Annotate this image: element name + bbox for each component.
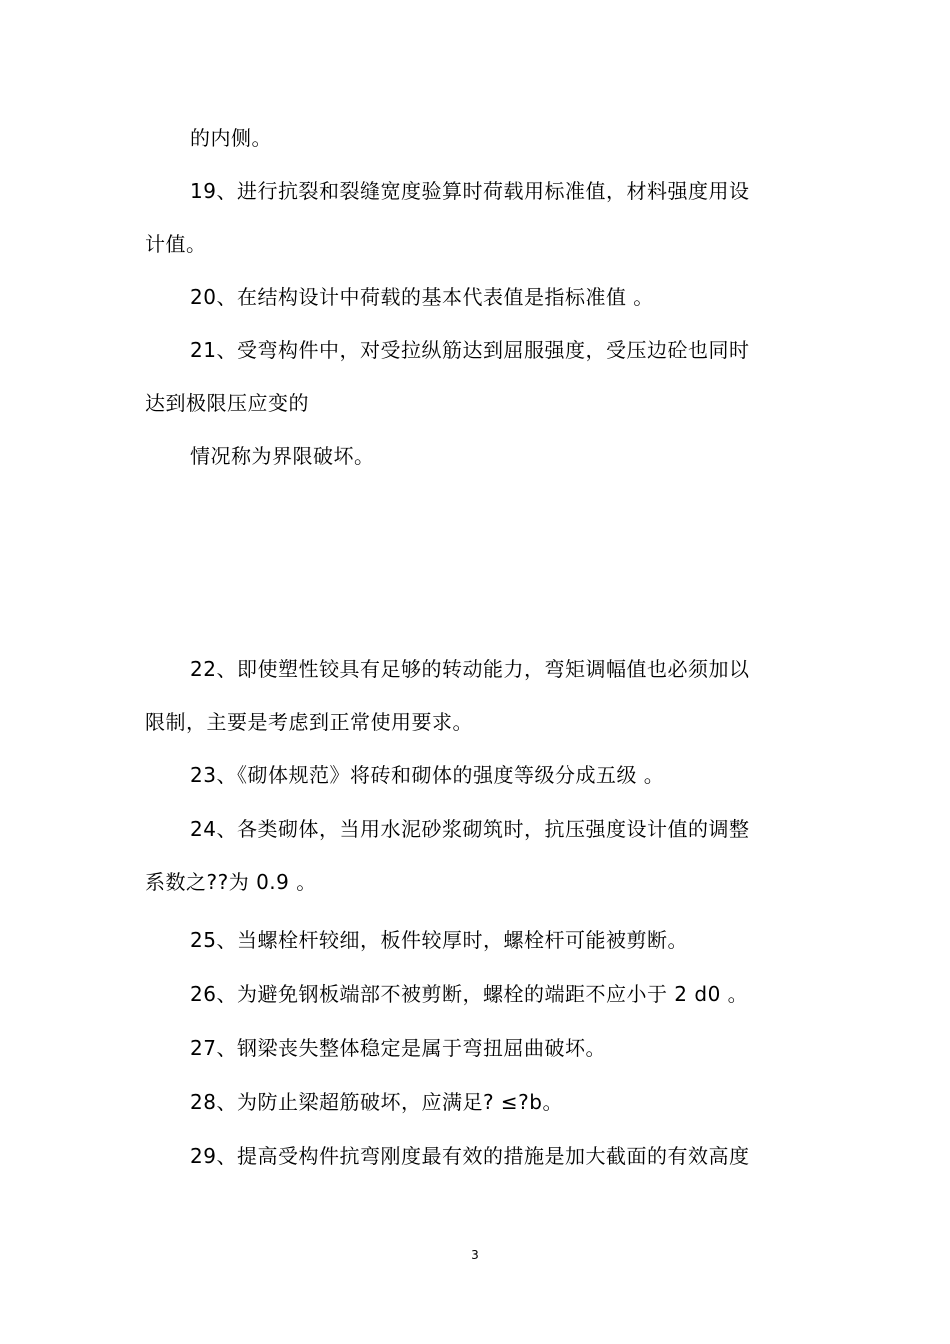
page-number: 3 <box>471 1248 479 1262</box>
text-line: 28、为防止梁超筋破坏，应满足? ≤?b。 <box>190 1090 563 1114</box>
text-line: 达到极限压应变的 <box>145 391 309 415</box>
text-line: 23、《砌体规范》将砖和砌体的强度等级分成五级 。 <box>190 763 665 787</box>
text-line: 25、当螺栓杆较细，板件较厚时，螺栓杆可能被剪断。 <box>190 928 688 952</box>
text-line: 22、即使塑性铰具有足够的转动能力，弯矩调幅值也必须加以 <box>190 657 750 681</box>
text-line: 29、提高受构件抗弯刚度最有效的措施是加大截面的有效高度 <box>190 1144 750 1168</box>
text-line: 计值。 <box>145 232 207 256</box>
text-line: 27、钢梁丧失整体稳定是属于弯扭屈曲破坏。 <box>190 1036 606 1060</box>
text-line: 情况称为界限破坏。 <box>190 444 375 468</box>
text-line: 限制，主要是考虑到正常使用要求。 <box>145 710 473 734</box>
text-line: 20、在结构设计中荷载的基本代表值是指标准值 。 <box>190 285 654 309</box>
text-line: 24、各类砌体，当用水泥砂浆砌筑时，抗压强度设计值的调整 <box>190 817 750 841</box>
text-line: 19、进行抗裂和裂缝宽度验算时荷载用标准值，材料强度用设 <box>190 179 750 203</box>
text-line: 系数之??为 0.9 。 <box>145 870 317 894</box>
text-line: 26、为避免钢板端部不被剪断，螺栓的端距不应小于 2 d0 。 <box>190 982 749 1006</box>
text-line: 21、受弯构件中，对受拉纵筋达到屈服强度，受压边砼也同时 <box>190 338 750 362</box>
text-line: 的内侧。 <box>190 126 272 150</box>
